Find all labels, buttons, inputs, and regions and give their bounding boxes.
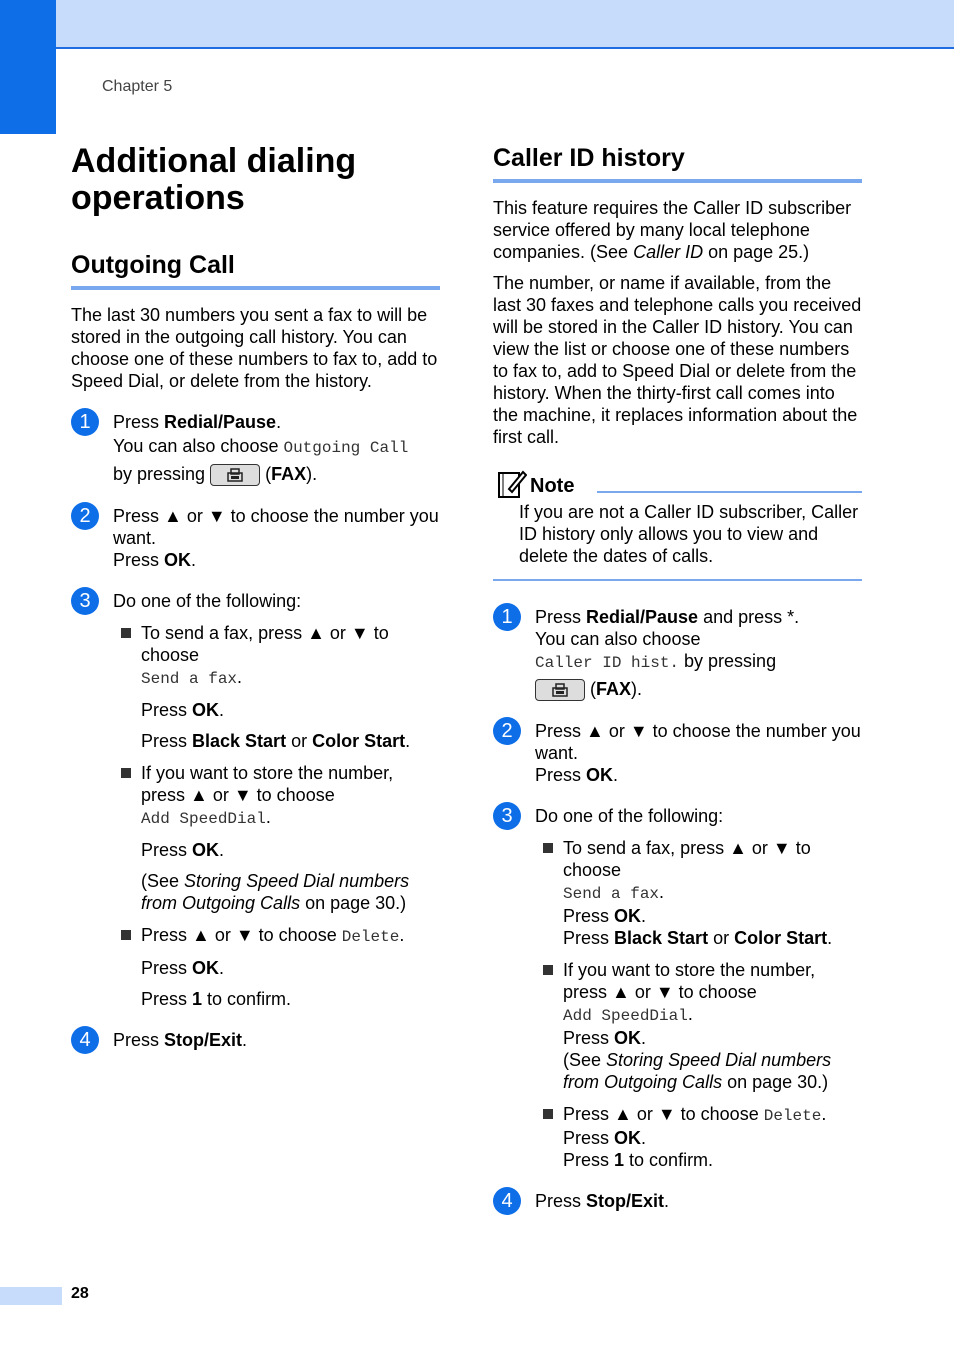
option-delete: Press ▲ or ▼ to choose Delete. Press OK. Press 1 to confirm. [541, 1103, 862, 1171]
step-1: 1 Press Redial/Pause. You can also choose Outgoing Call by pressing (FAX). [71, 411, 440, 486]
caller-id-description: The number, or name if available, from the last 30 faxes and telephone calls you received will be stored in the Caller ID history. You can view the list or choose one of these numbers to fax to, add to Speed Dial or delete from the history. When the thirty-first call comes into the machine, it replaces information about the first call. [493, 273, 862, 447]
page-number: 28 [71, 1285, 89, 1302]
footer-band [0, 1287, 62, 1305]
step-number: 3 [71, 587, 99, 615]
chapter-label: Chapter 5 [102, 78, 173, 95]
left-column [71, 143, 440, 1051]
square-bullet-icon [543, 965, 553, 975]
step-3: 3 Do one of the following: To send a fax, press ▲ or ▼ to choose Send a fax. Press OK. Press Black Start or Color Start. If you want to store the number, press ▲ or ▼ to choose Add SpeedDial. Press OK. (See Storing Speed Dial numbers from Outgoing Calls on page 30.) Press ▲ or ▼ to choose Delete. Press OK. Press 1 to confirm. [493, 805, 862, 1171]
square-bullet-icon [543, 1109, 553, 1119]
step-number: 4 [493, 1187, 521, 1215]
menu-option: Delete [341, 928, 400, 947]
caller-id-intro: This feature requires the Caller ID subscriber service offered by many local telephone companies. (See Caller ID on page 25.) [493, 198, 852, 262]
step-number: 2 [71, 502, 99, 530]
step-1: 1 Press Redial/Pause and press *. You can also choose Caller ID hist. by pressing (FAX). [493, 606, 862, 701]
menu-option: Caller ID hist. [535, 654, 680, 672]
square-bullet-icon [121, 768, 131, 778]
square-bullet-icon [121, 930, 131, 940]
note-title: Note [530, 475, 575, 497]
fax-button-icon [210, 464, 260, 486]
option-send-fax: To send a fax, press ▲ or ▼ to choose Send a fax. Press OK. Press Black Start or Color Start. [119, 622, 440, 752]
option-add-speeddial: If you want to store the number, press ▲ or ▼ to choose Add SpeedDial. Press OK. (See Storing Speed Dial numbers from Outgoing Calls on page 30.) [541, 959, 862, 1093]
page-title [71, 143, 440, 217]
section-heading-outgoing: Outgoing Call [71, 250, 440, 290]
option-delete: Press ▲ or ▼ to choose Delete. Press OK. Press 1 to confirm. [119, 924, 440, 1010]
square-bullet-icon [543, 843, 553, 853]
step-number: 1 [71, 408, 99, 436]
fax-button-icon [535, 679, 585, 701]
menu-option: Send a fax [563, 885, 660, 904]
step-number: 4 [71, 1026, 99, 1054]
square-bullet-icon [121, 628, 131, 638]
note-pencil-icon [497, 469, 527, 504]
step-number: 1 [493, 603, 521, 631]
step-3: 3 Do one of the following: To send a fax, press ▲ or ▼ to choose Send a fax. Press OK. Press Black Start or Color Start. If you want to store the number, press ▲ or ▼ to choose Add SpeedDial. Press OK. (See Storing Speed Dial numbers from Outgoing Calls on page 30.) Press ▲ or ▼ to choose Delete. Press OK. Press 1 to confirm. [71, 590, 440, 1010]
title-line-2: operations [71, 179, 245, 217]
step-2: 2 Press ▲ or ▼ to choose the number you want. Press OK. [71, 505, 440, 571]
menu-option: Send a fax [141, 670, 238, 689]
menu-option: Add SpeedDial [141, 810, 266, 829]
menu-option: Add SpeedDial [563, 1007, 688, 1026]
right-column [493, 143, 862, 1212]
option-send-fax: To send a fax, press ▲ or ▼ to choose Send a fax. Press OK. Press Black Start or Color Start. [541, 837, 862, 949]
option-add-speeddial: If you want to store the number, press ▲ or ▼ to choose Add SpeedDial. Press OK. (See Storing Speed Dial numbers from Outgoing Calls on page 30.) [119, 762, 440, 914]
chapter-tab [0, 0, 56, 134]
step-number: 2 [493, 717, 521, 745]
intro-paragraph: The last 30 numbers you sent a fax to will be stored in the outgoing call history. You can choose one of these numbers to fax to, add to Speed Dial, or delete from the history. [71, 305, 438, 391]
step-4: 4 Press Stop/Exit. [71, 1029, 440, 1051]
step-number: 3 [493, 802, 521, 830]
step-4: 4 Press Stop/Exit. [493, 1190, 862, 1212]
title-line-1: Additional dialing [71, 142, 357, 180]
menu-option: Outgoing Call [283, 439, 409, 457]
menu-option: Delete [763, 1107, 822, 1126]
header-band [0, 0, 954, 49]
section-heading-caller-id: Caller ID history [493, 143, 862, 183]
note-box [493, 467, 862, 581]
note-text: If you are not a Caller ID subscriber, Caller ID history only allows you to view and delete the dates of calls. [519, 502, 859, 566]
step-2: 2 Press ▲ or ▼ to choose the number you want. Press OK. [493, 720, 862, 786]
